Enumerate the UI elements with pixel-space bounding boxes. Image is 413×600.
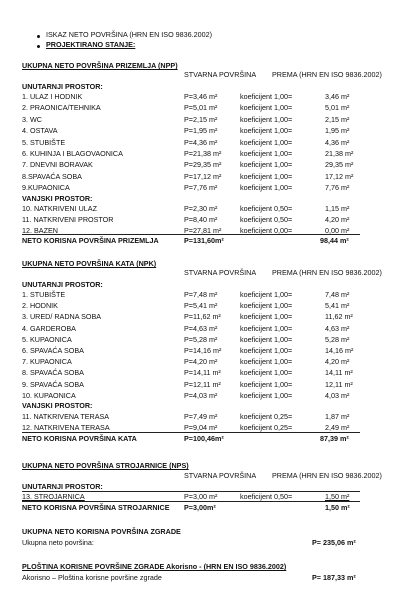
row-coef: koeficijent 0,00=	[240, 226, 293, 235]
row-value: 1,15 m²	[325, 204, 350, 213]
row-area: P=7,76 m²	[184, 183, 218, 193]
s2-header-prema: PREMA (HRN EN ISO 9836.2002)	[272, 268, 382, 277]
row-coef: koeficijent 1,00=	[240, 137, 293, 147]
row-name: 8. SPAVAĆA SOBA	[22, 368, 84, 378]
s4-value: P= 235,06 m²	[312, 538, 356, 547]
s2-exterior-label: VANJSKI PROSTOR:	[22, 401, 93, 410]
row-value: 3,46 m²	[325, 92, 350, 101]
row-area: P=4,20 m²	[184, 357, 218, 367]
row-area: P=5,01 m²	[184, 103, 218, 113]
row-coef: koeficijent 0,50=	[240, 215, 293, 224]
row-value: 14,16 m²	[325, 346, 354, 355]
s1-total-value: 98,44 m²	[320, 236, 349, 245]
row-value: 2,15 m²	[325, 114, 350, 124]
row-name: 5. STUBIŠTE	[22, 137, 66, 147]
row-name: 3. WC	[22, 114, 42, 124]
row-coef: koeficijent 1,00=	[240, 114, 293, 124]
row-area: P=12,11 m²	[184, 379, 221, 389]
row-coef: koeficijent 1,00=	[240, 171, 293, 181]
s1-total-area: P=131,60m²	[184, 236, 224, 245]
s3-interior-label: UNUTARNJI PROSTOR:	[22, 482, 103, 491]
row-name: 1. ULAZ I HODNIK	[22, 92, 83, 101]
s5-label: Akorisno – Ploština korisne površine zgrade	[22, 573, 162, 582]
s3-header-stvarna: STVARNA POVRŠINA	[184, 471, 257, 480]
s3-header-prema: PREMA (HRN EN ISO 9836.2002)	[272, 471, 382, 480]
s1-header-stvarna: STVARNA POVRŠINA	[184, 70, 257, 79]
row-value: 4,63 m²	[325, 323, 350, 333]
row-name: 10. NATKRIVENI ULAZ	[22, 204, 97, 213]
row-coef: koeficijent 1,00=	[240, 379, 293, 389]
s3-row-area: P=3,00 m²	[184, 492, 218, 501]
row-area: P=11,62 m²	[184, 312, 221, 322]
s4-title: UKUPNA NETO KORISNA POVRŠINA ZGRADE	[22, 527, 181, 536]
divider	[22, 501, 360, 502]
row-coef: koeficijent 1,00=	[240, 160, 293, 170]
row-value: 12,11 m²	[325, 379, 353, 389]
row-coef: koeficijent 1,00=	[240, 183, 293, 193]
row-value: 5,01 m²	[325, 103, 350, 113]
row-area: P=21,38 m²	[184, 149, 222, 158]
row-name: 4. GARDEROBA	[22, 323, 76, 333]
s1-interior-label: UNUTARNJI PROSTOR:	[22, 82, 103, 91]
row-coef: koeficijent 1,00=	[240, 312, 293, 322]
row-value: 5,41 m²	[325, 301, 350, 311]
row-name: 12. NATKRIVENA TERASA	[22, 423, 110, 432]
s5-title: PLOŠTINA KORISNE POVRŠINE ZGRADE Akorisno - (HRN EN ISO 9836.2002)	[22, 562, 287, 571]
row-value: 29,35 m²	[325, 160, 354, 170]
row-coef: koeficijent 1,00=	[240, 103, 293, 113]
row-name: 6. SPAVAĆA SOBA	[22, 346, 84, 355]
row-name: 4. OSTAVA	[22, 126, 58, 136]
s2-total-value: 87,39 m²	[320, 434, 349, 443]
row-name: 11. NATKRIVENI PROSTOR	[22, 215, 114, 224]
row-area: P=2,30 m²	[184, 204, 218, 213]
s2-header-stvarna: STVARNA POVRŠINA	[184, 268, 257, 277]
row-name: 9. SPAVAĆA SOBA	[22, 379, 84, 389]
row-area: P=7,48 m²	[184, 290, 218, 299]
row-area: P=5,28 m²	[184, 334, 218, 344]
row-value: 11,62 m²	[325, 312, 353, 322]
row-area: P=4,63 m²	[184, 323, 218, 333]
row-name: 11. NATKRIVENA TERASA	[22, 412, 110, 421]
row-coef: koeficijent 1,00=	[240, 390, 293, 400]
row-coef: koeficijent 0,25=	[240, 412, 293, 421]
row-value: 14,11 m²	[325, 368, 353, 378]
s2-total-area: P=100,46m²	[184, 434, 224, 443]
row-area: P=29,35 m²	[184, 160, 222, 170]
s3-title: UKUPNA NETO POVRŠINA STROJARNICE (NPS)	[22, 461, 189, 470]
row-area: P=9,04 m²	[184, 423, 218, 432]
row-area: P=7,49 m²	[184, 412, 218, 421]
s3-total-value: 1,50 m²	[325, 503, 350, 512]
s5-value: P= 187,33 m²	[312, 573, 356, 582]
row-value: 7,76 m²	[325, 183, 350, 193]
row-area: P=27,81 m²	[184, 226, 222, 235]
row-name: 2. PRAONICA/TEHNIKA	[22, 103, 101, 113]
s1-header-prema: PREMA (HRN EN ISO 9836.2002)	[272, 70, 382, 79]
s1-title: UKUPNA NETO POVRŠINA PRIZEMLJA (NPP)	[22, 61, 178, 70]
s3-total-area: P=3,00m²	[184, 503, 216, 512]
row-area: P=3,46 m²	[184, 92, 218, 101]
bullet-icon	[37, 35, 40, 38]
row-value: 21,38 m²	[325, 149, 354, 158]
row-area: P=4,03 m²	[184, 390, 218, 400]
row-area: P=1,95 m²	[184, 126, 218, 136]
row-area: P=14,11 m²	[184, 368, 221, 378]
row-area: P=8,40 m²	[184, 215, 218, 224]
s3-row-name: 13. STROJARNICA	[22, 492, 85, 501]
row-name: 6. KUHINJA I BLAGOVAONICA	[22, 149, 123, 158]
row-value: 2,49 m²	[325, 423, 350, 432]
row-value: 1,87 m²	[325, 412, 350, 421]
row-value: 4,03 m²	[325, 390, 350, 400]
row-name: 10. KUPAONICA	[22, 390, 76, 400]
row-value: 4,20 m²	[325, 357, 350, 367]
s2-total-label: NETO KORISNA POVRŠINA KATA	[22, 434, 137, 443]
row-name: 12. BAZEN	[22, 226, 58, 235]
row-name: 9.KUPAONICA	[22, 183, 70, 193]
row-value: 5,28 m²	[325, 334, 350, 344]
divider	[22, 234, 360, 235]
row-coef: koeficijent 1,00=	[240, 346, 293, 355]
row-area: P=5,41 m²	[184, 301, 218, 311]
s1-total-label: NETO KORISNA POVRŠINA PRIZEMLJA	[22, 236, 159, 245]
row-coef: koeficijent 1,00=	[240, 149, 293, 158]
intro-status: PROJEKTIRANO STANJE:	[46, 40, 136, 49]
row-name: 1. STUBIŠTE	[22, 290, 66, 299]
row-value: 4,36 m²	[325, 137, 350, 147]
row-coef: koeficijent 0,25=	[240, 423, 293, 432]
s3-total-label: NETO KORISNA POVRŠINA STROJARNICE	[22, 503, 170, 512]
row-name: 8.SPAVAĆA SOBA	[22, 171, 82, 181]
row-area: P=4,36 m²	[184, 137, 218, 147]
row-area: P=14,16 m²	[184, 346, 222, 355]
row-coef: koeficijent 1,00=	[240, 92, 293, 101]
row-area: P=2,15 m²	[184, 114, 218, 124]
s1-exterior-label: VANJSKI PROSTOR:	[22, 194, 93, 203]
bullet-icon	[37, 45, 40, 48]
row-coef: koeficijent 1,00=	[240, 334, 293, 344]
row-coef: koeficijent 1,00=	[240, 323, 293, 333]
row-coef: koeficijent 1,00=	[240, 368, 293, 378]
row-name: 7. KUPAONICA	[22, 357, 72, 367]
row-value: 0,00 m²	[325, 226, 350, 235]
row-coef: koeficijent 0,50=	[240, 204, 293, 213]
s4-label: Ukupna neto površina:	[22, 538, 94, 547]
row-name: 7. DNEVNI BORAVAK	[22, 160, 93, 170]
row-value: 1,95 m²	[325, 126, 350, 136]
s3-row-coef: koeficijent 0,50=	[240, 492, 293, 501]
row-coef: koeficijent 1,00=	[240, 301, 293, 311]
s2-title: UKUPNA NETO POVRŠINA KATA (NPK)	[22, 259, 157, 268]
row-value: 17,12 m²	[325, 171, 354, 181]
s3-row-value: 1,50 m²	[325, 492, 350, 501]
row-coef: koeficijent 1,00=	[240, 290, 293, 299]
row-coef: koeficijent 1,00=	[240, 126, 293, 136]
s2-interior-label: UNUTARNJI PROSTOR:	[22, 280, 103, 289]
row-name: 5. KUPAONICA	[22, 334, 72, 344]
divider	[22, 432, 360, 433]
intro-heading: ISKAZ NETO POVRŠINA (HRN EN ISO 9836.2002)	[46, 30, 213, 39]
row-value: 7,48 m²	[325, 290, 350, 299]
row-value: 4,20 m²	[325, 215, 350, 224]
row-name: 2. HODNIK	[22, 301, 58, 311]
row-coef: koeficijent 1,00=	[240, 357, 293, 367]
row-name: 3. URED/ RADNA SOBA	[22, 312, 102, 322]
row-area: P=17,12 m²	[184, 171, 222, 181]
